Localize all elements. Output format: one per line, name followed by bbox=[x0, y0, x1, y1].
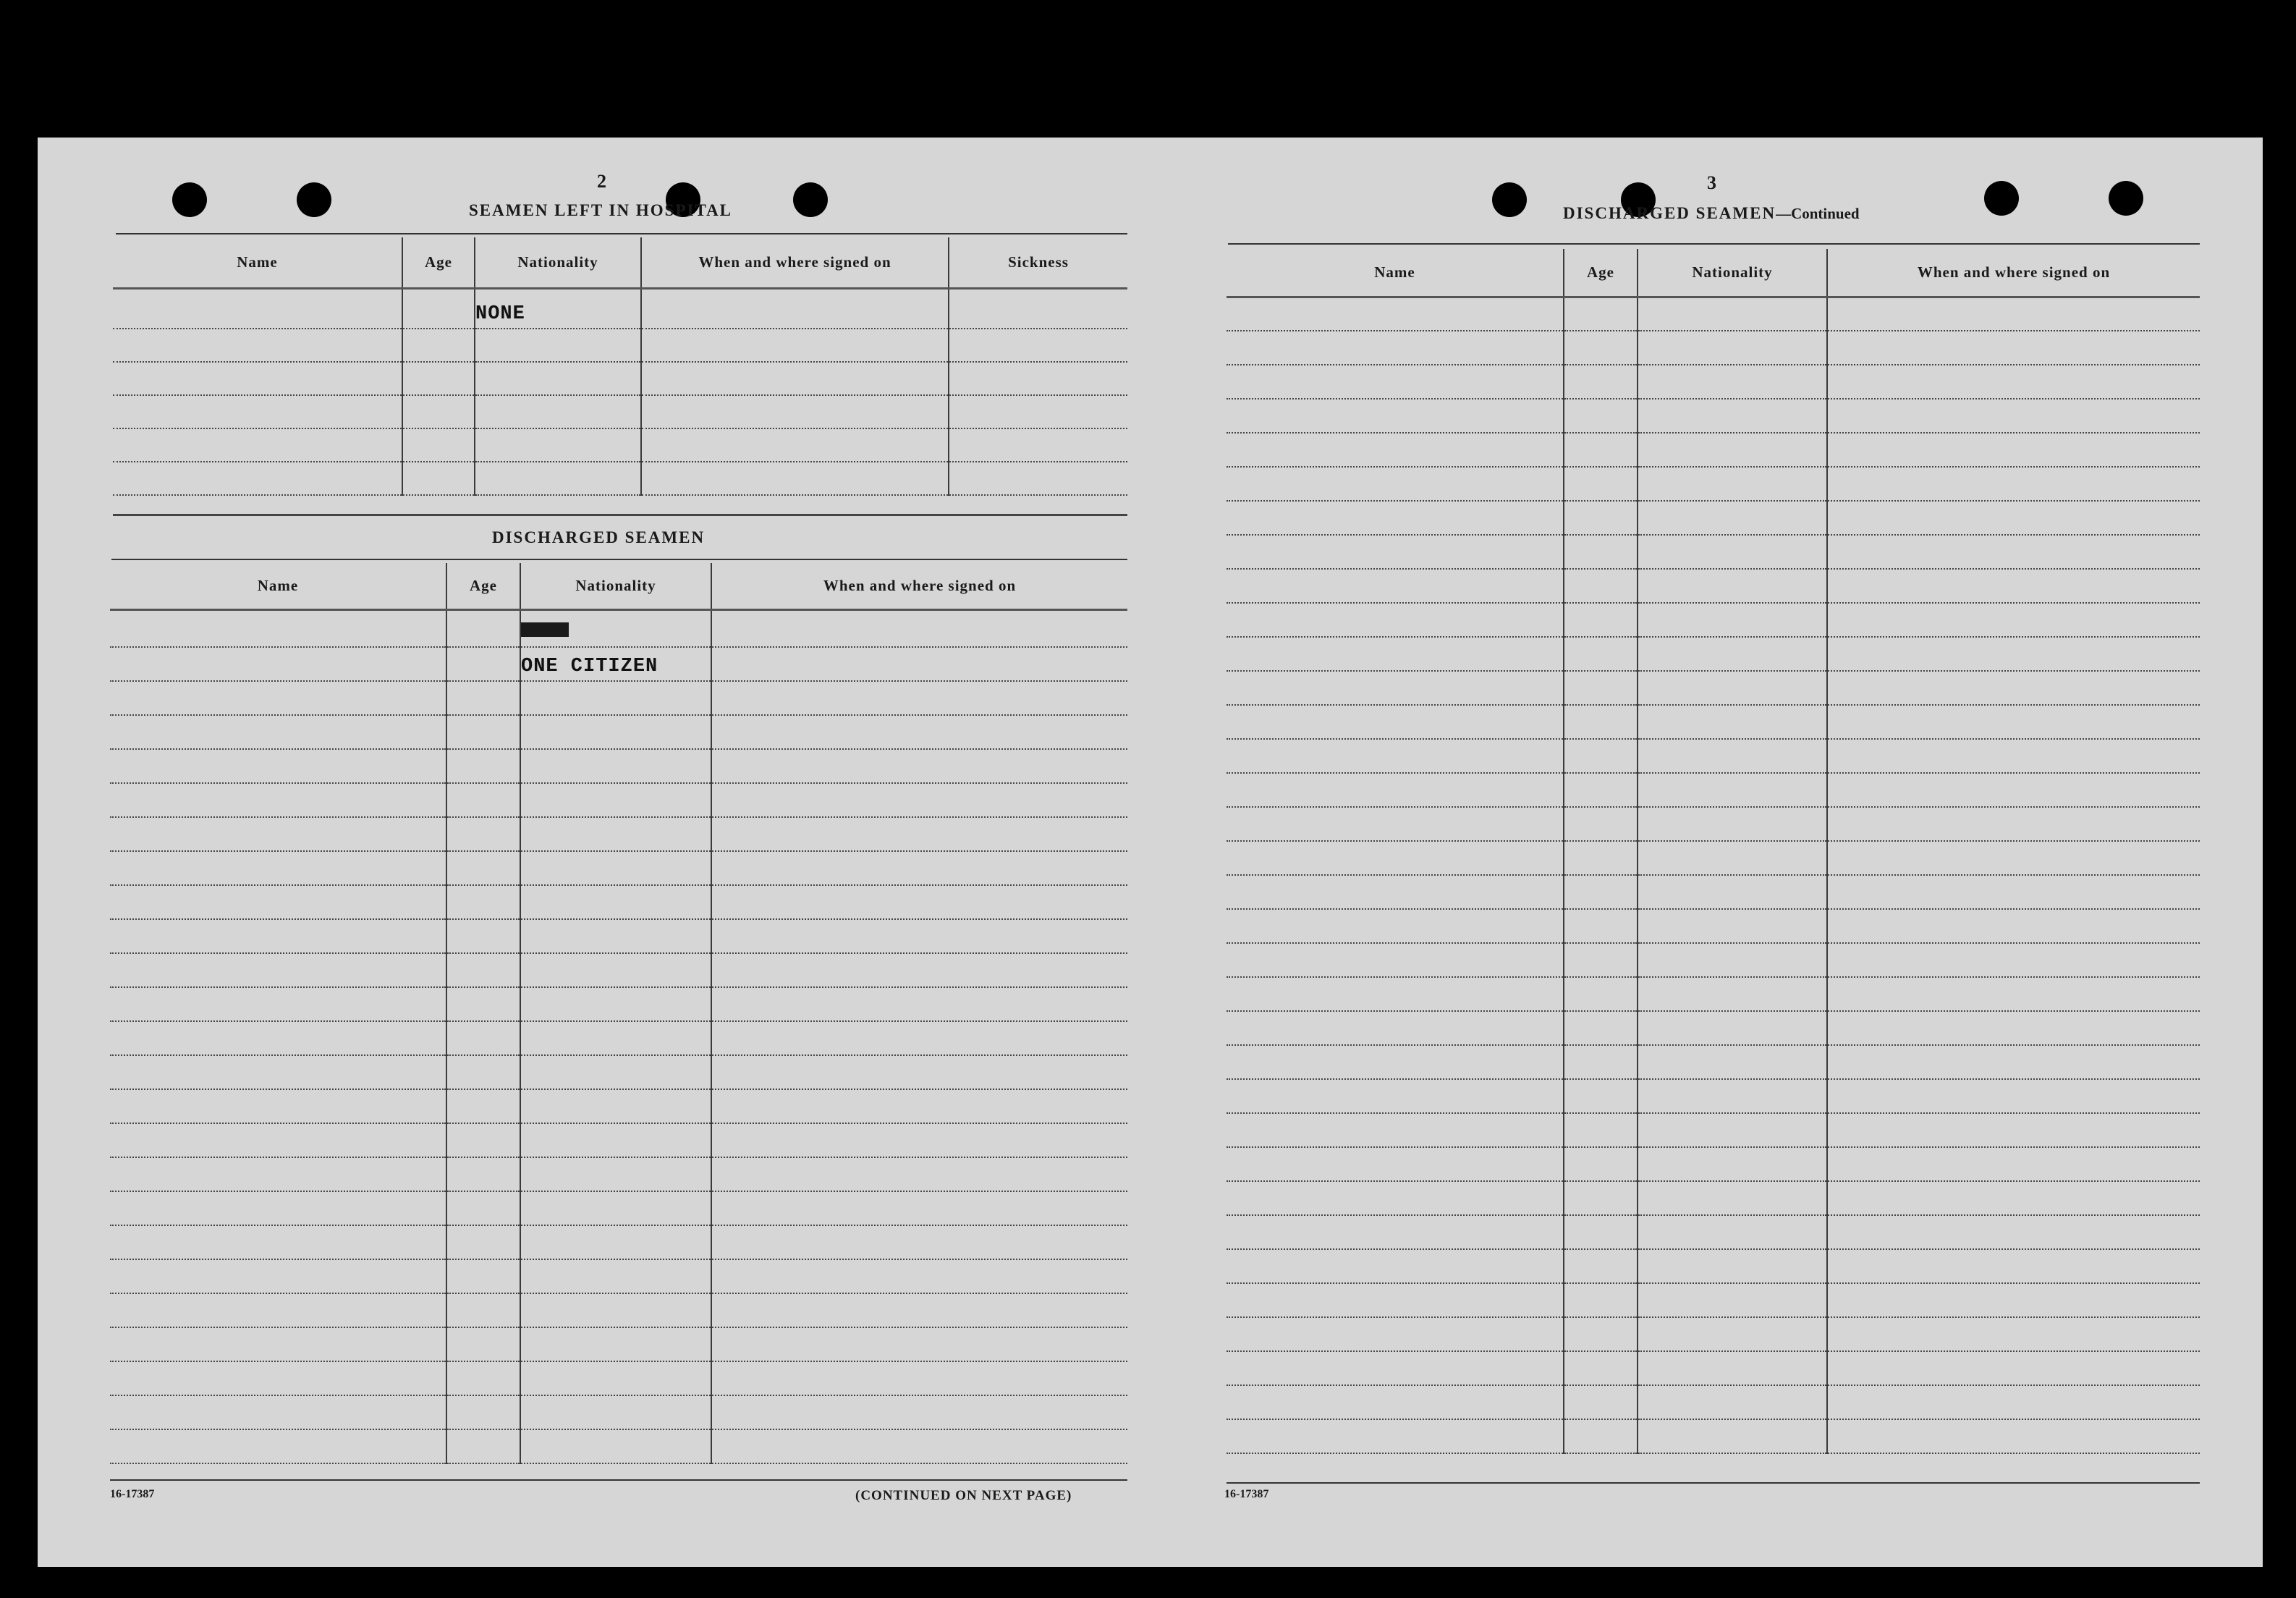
hospital-col-signed-on: When and where signed on bbox=[641, 237, 949, 288]
table-row bbox=[1227, 1045, 2200, 1079]
table-row bbox=[1227, 739, 2200, 773]
punch-hole-icon bbox=[297, 182, 331, 217]
table-row bbox=[1227, 943, 2200, 977]
table-row bbox=[110, 885, 1127, 919]
hospital-section-title: SEAMEN LEFT IN HOSPITAL bbox=[469, 201, 733, 219]
table-row bbox=[1227, 433, 2200, 467]
table-row bbox=[1227, 1011, 2200, 1045]
left-form-number: 16-17387 bbox=[110, 1488, 155, 1500]
table-row bbox=[110, 1361, 1127, 1395]
discharged-section-title: DISCHARGED SEAMEN bbox=[492, 528, 706, 546]
table-row bbox=[110, 1123, 1127, 1157]
table-row bbox=[110, 817, 1127, 851]
table-row bbox=[1227, 1351, 2200, 1385]
table-row bbox=[1227, 841, 2200, 875]
table-row bbox=[113, 395, 1127, 428]
table-row bbox=[110, 851, 1127, 885]
discharged-top-rule bbox=[111, 559, 1127, 560]
discharged-table bbox=[110, 563, 1127, 1464]
left-bottom-rule bbox=[110, 1479, 1127, 1481]
table-row bbox=[1227, 365, 2200, 399]
document-sheet bbox=[38, 138, 2263, 1567]
hospital-table bbox=[113, 237, 1127, 496]
table-row bbox=[1227, 807, 2200, 841]
table-row bbox=[110, 783, 1127, 817]
table-row bbox=[1227, 1181, 2200, 1215]
table-row bbox=[1227, 773, 2200, 807]
hospital-bottom-rule bbox=[113, 514, 1127, 516]
table-row bbox=[1227, 1113, 2200, 1147]
table-row bbox=[1227, 467, 2200, 501]
hospital-col-sickness: Sickness bbox=[949, 237, 1127, 288]
table-row bbox=[1227, 1147, 2200, 1181]
table-row bbox=[1227, 331, 2200, 365]
continued-note: (CONTINUED ON NEXT PAGE) bbox=[855, 1488, 1072, 1503]
table-row bbox=[1227, 705, 2200, 739]
table-row bbox=[1227, 501, 2200, 535]
table-row bbox=[113, 462, 1127, 495]
right-page-number: 3 bbox=[1707, 172, 1716, 193]
table-row bbox=[1227, 603, 2200, 637]
right-top-rule bbox=[1228, 243, 2200, 245]
table-row bbox=[1227, 909, 2200, 943]
table-row bbox=[1227, 1317, 2200, 1351]
punch-hole-icon bbox=[1984, 181, 2019, 216]
table-row bbox=[110, 1293, 1127, 1327]
table-row bbox=[110, 1327, 1127, 1361]
table-row bbox=[110, 749, 1127, 783]
table-row bbox=[113, 329, 1127, 362]
right-bottom-rule bbox=[1227, 1482, 2200, 1484]
table-row bbox=[110, 1191, 1127, 1225]
table-row bbox=[1227, 399, 2200, 433]
discharged-col-age: Age bbox=[446, 563, 520, 609]
table-row bbox=[1227, 671, 2200, 705]
table-row bbox=[110, 1259, 1127, 1293]
right-title-continued: —Continued bbox=[1776, 205, 1860, 222]
hospital-col-name: Name bbox=[113, 237, 402, 288]
punch-hole-icon bbox=[2109, 181, 2143, 216]
punch-hole-icon bbox=[172, 182, 207, 217]
hospital-none-entry: NONE bbox=[475, 303, 525, 325]
hospital-top-rule bbox=[116, 233, 1127, 234]
table-row bbox=[113, 428, 1127, 462]
table-row bbox=[113, 362, 1127, 395]
hospital-col-age: Age bbox=[402, 237, 475, 288]
right-form-number: 16-17387 bbox=[1224, 1488, 1269, 1500]
table-row bbox=[1227, 1079, 2200, 1113]
right-discharged-table bbox=[1227, 249, 2200, 1454]
table-row bbox=[1227, 1249, 2200, 1283]
table-row bbox=[1227, 1419, 2200, 1453]
table-row bbox=[1227, 637, 2200, 671]
right-title-main: DISCHARGED SEAMEN bbox=[1563, 204, 1776, 222]
discharged-col-signed-on: When and where signed on bbox=[711, 563, 1127, 609]
table-row bbox=[110, 1055, 1127, 1089]
right-col-signed-on: When and where signed on bbox=[1827, 249, 2200, 297]
table-row bbox=[1227, 1215, 2200, 1249]
punch-hole-icon bbox=[1492, 182, 1527, 217]
discharged-citizen-entry: ONE CITIZEN bbox=[521, 656, 658, 677]
table-row bbox=[110, 609, 1127, 647]
table-row bbox=[110, 1021, 1127, 1055]
table-row bbox=[110, 1395, 1127, 1429]
discharged-col-name: Name bbox=[110, 563, 446, 609]
table-row bbox=[110, 647, 1127, 681]
table-row bbox=[113, 288, 1127, 329]
table-row bbox=[110, 1429, 1127, 1463]
punch-hole-icon bbox=[793, 182, 828, 217]
table-row bbox=[110, 1157, 1127, 1191]
table-row bbox=[1227, 297, 2200, 331]
table-row bbox=[1227, 875, 2200, 909]
redacted-mark bbox=[521, 622, 569, 637]
left-page-number: 2 bbox=[597, 171, 606, 192]
right-col-age: Age bbox=[1564, 249, 1638, 297]
table-row bbox=[110, 919, 1127, 953]
table-row bbox=[110, 1089, 1127, 1123]
table-row bbox=[1227, 977, 2200, 1011]
table-row bbox=[1227, 1283, 2200, 1317]
right-col-nationality: Nationality bbox=[1638, 249, 1827, 297]
right-section-title bbox=[1563, 204, 1860, 223]
hospital-col-nationality: Nationality bbox=[475, 237, 641, 288]
table-row bbox=[1227, 569, 2200, 603]
table-row bbox=[110, 715, 1127, 749]
right-col-name: Name bbox=[1227, 249, 1564, 297]
table-row bbox=[110, 1225, 1127, 1259]
table-row bbox=[1227, 535, 2200, 569]
table-row bbox=[110, 681, 1127, 715]
table-row bbox=[110, 953, 1127, 987]
discharged-col-nationality: Nationality bbox=[520, 563, 711, 609]
table-row bbox=[110, 987, 1127, 1021]
table-row bbox=[1227, 1385, 2200, 1419]
